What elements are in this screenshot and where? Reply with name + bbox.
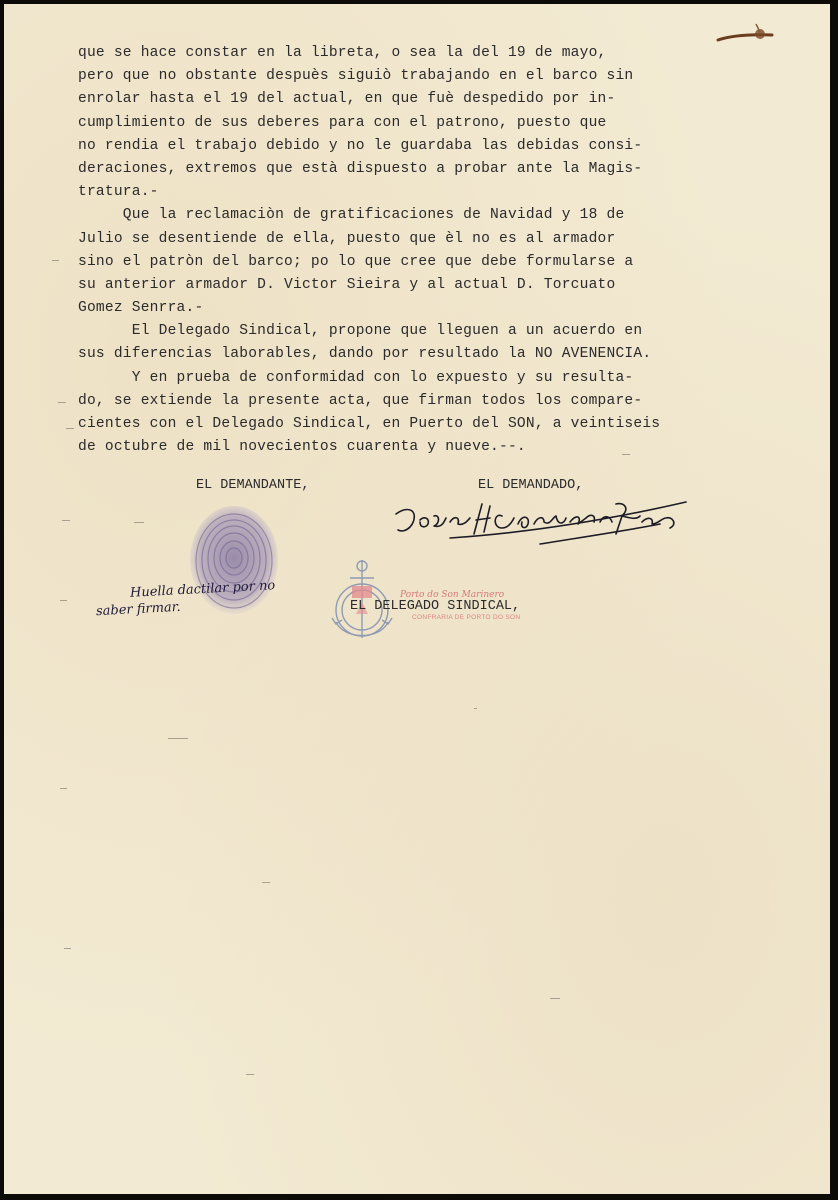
- demandado-signature-name: [390, 494, 690, 550]
- text-line: no rendia el trabajo debido y no le guardaba las debidas consi-: [78, 137, 643, 154]
- text-line: do, se extiende la presente acta, que firman todos los compare-: [78, 392, 643, 409]
- text-line: Julio se desentiende de ella, puesto que èl no es al armador: [78, 230, 616, 247]
- text-line: de octubre de mil novecientos cuarenta y nueve.--.: [78, 439, 526, 456]
- text-line: su anterior armador D. Victor Sieira y al actual D. Torcuato: [78, 276, 616, 293]
- demandado-label: EL DEMANDADO,: [478, 478, 584, 493]
- fingerprint-impression: [186, 502, 282, 620]
- typed-body-text: [78, 42, 718, 459]
- text-line: tratura.-: [78, 184, 159, 201]
- text-line: sino el patròn del barco; po lo que cree que debe formularse a: [78, 253, 634, 270]
- text-line: deraciones, extremos que està dispuesto a probar ante la Magis-: [78, 160, 643, 177]
- text-line: Que la reclamaciòn de gratificaciones de Navidad y 18 de: [78, 207, 625, 224]
- text-line: sus diferencias laborables, dando por resultado la NO AVENENCIA.: [78, 346, 652, 363]
- handwritten-note-line2: saber firmar.: [95, 599, 182, 620]
- stamp-text: Porto do Son Marinero: [400, 590, 505, 600]
- text-line: Y en prueba de conformidad con lo expuesto y su resulta-: [78, 369, 634, 386]
- text-line: enrolar hasta el 19 del actual, en que fuè despedido por in-: [78, 91, 616, 108]
- text-line: que se hace constar en la libreta, o sea la del 19 de mayo,: [78, 45, 607, 61]
- text-line: cientes con el Delegado Sindical, en Puerto del SON, a veintiseis: [78, 416, 661, 432]
- text-line: Gomez Senrra.-: [78, 300, 204, 317]
- document-page: [4, 4, 830, 1194]
- text-line: cumplimiento de sus deberes para con el patrono, puesto que: [78, 114, 607, 131]
- stamp-subtext: CONFRARIA DE PORTO DO SON: [412, 614, 521, 621]
- rust-stain-mark: [716, 22, 774, 48]
- handwritten-note-line1: Huella dactilar por no: [129, 578, 276, 601]
- text-line: pero que no obstante despuès siguiò trabajando en el barco sin: [78, 68, 634, 85]
- delegado-label: EL DELEGADO SINDICAL,: [350, 599, 521, 614]
- demandante-label: EL DEMANDANTE,: [196, 478, 310, 493]
- text-line: El Delegado Sindical, propone que lleguen a un acuerdo en: [78, 323, 643, 340]
